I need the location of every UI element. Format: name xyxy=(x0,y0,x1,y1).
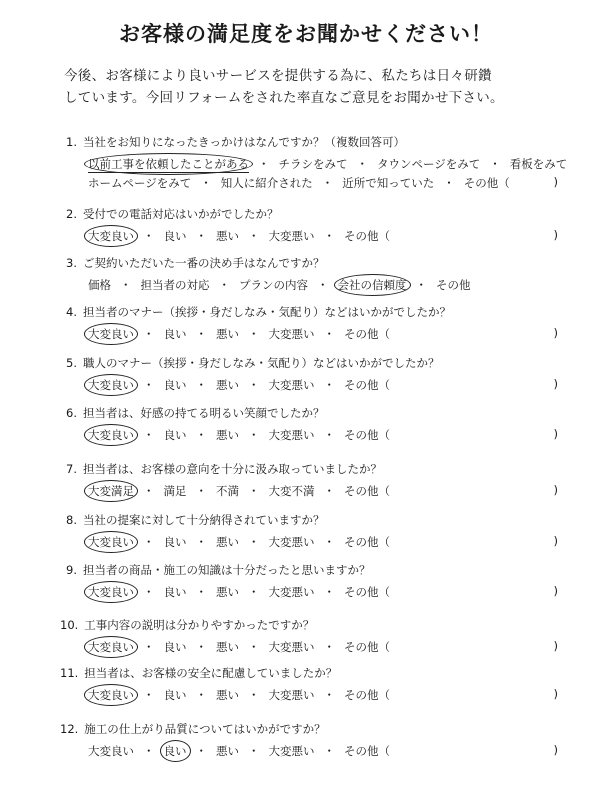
other-answer-close-paren: ) xyxy=(553,584,558,598)
intro-line-2: しています。今回リフォームをされた率直なご意見をお聞かせ下さい。 xyxy=(64,90,504,106)
question-4 xyxy=(66,304,451,320)
answer-option[interactable]: プランの内容 xyxy=(239,278,308,292)
answer-option[interactable]: 大変悪い xyxy=(268,428,315,442)
option-separator: ・ xyxy=(317,278,329,292)
answer-option[interactable]: 悪い xyxy=(216,640,239,654)
question-text: 担当者は、お客様の安全に配慮していましたか？ xyxy=(84,666,338,680)
answer-option[interactable]: 不満 xyxy=(216,484,239,498)
option-separator: ・ xyxy=(195,640,207,654)
other-answer-close-paren: ) xyxy=(553,687,558,701)
answer-option[interactable]: タウンページをみて xyxy=(377,157,481,171)
answer-options xyxy=(88,584,558,600)
answer-option[interactable]: 良い xyxy=(163,229,187,243)
answer-option[interactable]: 大変悪い xyxy=(268,640,315,654)
answer-options xyxy=(88,427,558,443)
question-number: 3. xyxy=(66,256,77,270)
option-separator: ・ xyxy=(143,378,155,392)
answer-options xyxy=(88,687,558,703)
answer-option[interactable]: 良い xyxy=(163,428,187,442)
answer-options xyxy=(88,228,558,244)
answer-option-selected[interactable]: 大変良い xyxy=(88,327,134,341)
answer-option-selected[interactable]: 良い xyxy=(163,744,187,758)
option-separator: ・ xyxy=(323,640,335,654)
option-separator: ・ xyxy=(200,176,212,190)
question-7 xyxy=(66,461,382,477)
other-answer-close-paren: ) xyxy=(553,743,558,757)
question-10 xyxy=(60,617,314,633)
question-number: 11. xyxy=(60,666,79,680)
option-separator: ・ xyxy=(323,428,335,442)
option-separator: ・ xyxy=(195,535,207,549)
question-2 xyxy=(66,206,278,222)
answer-option[interactable]: その他 xyxy=(436,278,471,292)
answer-option[interactable]: その他（ xyxy=(344,229,390,243)
question-text: 担当者は、好感の持てる明るい笑顔でしたか？ xyxy=(82,406,325,420)
answer-option-selected[interactable]: 大変良い xyxy=(88,585,134,599)
question-number: 8. xyxy=(66,513,77,527)
answer-option[interactable]: その他（ xyxy=(463,176,510,190)
question-number: 9. xyxy=(66,563,77,577)
answer-option[interactable]: 悪い xyxy=(216,744,239,758)
question-text: 担当者は、お客様の意向を十分に汲み取っていましたか？ xyxy=(82,462,382,476)
option-separator: ・ xyxy=(248,640,260,654)
option-separator: ・ xyxy=(248,585,260,599)
answer-option-selected[interactable]: 大変良い xyxy=(88,535,134,549)
option-separator: ・ xyxy=(248,744,260,758)
answer-option[interactable]: 大変良い xyxy=(88,744,134,758)
answer-option[interactable]: 悪い xyxy=(216,229,239,243)
other-answer-close-paren: ) xyxy=(553,427,558,441)
answer-options xyxy=(88,377,558,393)
answer-option[interactable]: その他（ xyxy=(344,428,390,442)
answer-option[interactable]: その他（ xyxy=(344,378,390,392)
option-separator: ・ xyxy=(143,535,155,549)
question-number: 5. xyxy=(66,356,77,370)
option-separator: ・ xyxy=(143,688,155,702)
option-separator: ・ xyxy=(248,327,260,341)
option-separator: ・ xyxy=(323,585,335,599)
answer-option[interactable]: 良い xyxy=(163,378,187,392)
option-separator: ・ xyxy=(323,378,335,392)
option-separator: ・ xyxy=(195,585,207,599)
question-text: 受付での電話対応はいかがでしたか？ xyxy=(82,207,279,221)
answer-option[interactable]: 大変悪い xyxy=(268,378,315,392)
option-separator: ・ xyxy=(415,278,427,292)
option-separator: ・ xyxy=(195,327,207,341)
question-11 xyxy=(60,665,337,681)
answer-option[interactable]: 満足 xyxy=(163,484,187,498)
other-answer-close-paren: ) xyxy=(553,377,558,391)
answer-option[interactable]: ホームページをみて xyxy=(88,176,192,190)
option-separator: ・ xyxy=(143,585,155,599)
option-separator: ・ xyxy=(248,484,260,498)
option-separator: ・ xyxy=(248,688,260,702)
option-separator: ・ xyxy=(195,378,207,392)
intro-line-1: 今後、お客様により良いサービスを提供する為に、私たちは日々研鑽 xyxy=(64,68,492,84)
question-number: 7. xyxy=(66,462,77,476)
answer-option[interactable]: その他（ xyxy=(344,327,390,341)
question-text: 担当者の商品・施工の知識は十分だったと思いますか？ xyxy=(82,563,371,577)
answer-option[interactable]: 悪い xyxy=(216,428,239,442)
answer-option[interactable]: 良い xyxy=(163,327,187,341)
answer-options xyxy=(88,277,558,293)
answer-option[interactable]: 大変悪い xyxy=(268,327,315,341)
option-separator: ・ xyxy=(356,157,368,171)
option-separator: ・ xyxy=(248,428,260,442)
answer-option-selected[interactable]: 大変良い xyxy=(88,688,134,702)
option-separator: ・ xyxy=(323,744,335,758)
question-12 xyxy=(60,721,326,737)
option-separator: ・ xyxy=(195,484,207,498)
other-answer-close-paren: ) xyxy=(553,228,558,242)
answer-options xyxy=(88,175,558,191)
answer-option-selected[interactable]: 以前工事を依頼したことがある xyxy=(88,157,249,171)
answer-option[interactable]: 良い xyxy=(163,535,187,549)
answer-option[interactable]: 大変悪い xyxy=(268,688,315,702)
option-separator: ・ xyxy=(218,278,230,292)
question-6 xyxy=(66,405,324,421)
question-text: 工事内容の説明は分かりやすかったですか？ xyxy=(84,618,315,632)
answer-option[interactable]: その他（ xyxy=(344,484,390,498)
answer-option[interactable]: その他（ xyxy=(344,744,390,758)
answer-options xyxy=(88,743,558,759)
option-separator: ・ xyxy=(195,229,207,243)
option-separator: ・ xyxy=(195,744,207,758)
answer-option[interactable]: 大変悪い xyxy=(268,744,315,758)
option-separator: ・ xyxy=(489,157,501,171)
option-separator: ・ xyxy=(258,157,270,171)
page-title: お客様の満足度をお聞かせください！ xyxy=(119,22,493,46)
answer-option[interactable]: 大変悪い xyxy=(268,585,315,599)
question-text: 職人のマナー（挨拶・身だしなみ・気配り）などはいかがでしたか？ xyxy=(82,356,440,370)
answer-option[interactable]: その他（ xyxy=(344,535,390,549)
answer-option[interactable]: 悪い xyxy=(216,688,239,702)
answer-option[interactable]: 悪い xyxy=(216,585,239,599)
other-answer-close-paren: ) xyxy=(553,175,558,189)
answer-option[interactable]: 良い xyxy=(163,585,187,599)
question-number: 10. xyxy=(60,618,79,632)
answer-option[interactable]: その他（ xyxy=(344,688,390,702)
answer-option[interactable]: 担当者の対応 xyxy=(140,278,210,292)
question-text: 施工の仕上がり品質についてはいかがですか？ xyxy=(84,722,326,736)
answer-option-selected[interactable]: 大変良い xyxy=(88,640,134,654)
option-separator: ・ xyxy=(323,229,335,243)
answer-option[interactable]: その他（ xyxy=(344,640,390,654)
option-separator: ・ xyxy=(248,229,260,243)
answer-options xyxy=(88,483,558,499)
question-text: 当社をお知りになったきっかけはなんですか？（複数回答可） xyxy=(82,135,405,149)
option-separator: ・ xyxy=(143,744,155,758)
answer-option[interactable]: 良い xyxy=(163,688,187,702)
answer-options xyxy=(88,639,558,655)
question-1 xyxy=(66,134,405,150)
question-text: 当社の提案に対して十分納得されていますか？ xyxy=(82,513,325,527)
other-answer-close-paren: ) xyxy=(553,326,558,340)
answer-option[interactable]: 悪い xyxy=(216,327,239,341)
answer-option[interactable]: 看板をみて xyxy=(509,157,568,171)
answer-option[interactable]: 悪い xyxy=(216,535,239,549)
answer-option[interactable]: 知人に紹介された xyxy=(220,176,313,190)
answer-option[interactable]: 大変悪い xyxy=(268,535,315,549)
option-separator: ・ xyxy=(143,428,155,442)
option-separator: ・ xyxy=(323,688,335,702)
option-separator: ・ xyxy=(323,484,335,498)
option-separator: ・ xyxy=(195,428,207,442)
answer-option-selected[interactable]: 大変満足 xyxy=(88,484,134,498)
question-text: ご契約いただいた一番の決め手はなんですか？ xyxy=(82,256,325,270)
answer-option[interactable]: 悪い xyxy=(216,378,239,392)
answer-option[interactable]: 価格 xyxy=(88,278,111,292)
answer-option-selected[interactable]: 大変良い xyxy=(88,378,134,392)
answer-options xyxy=(88,326,558,342)
answer-option-selected[interactable]: 大変良い xyxy=(88,229,134,243)
question-text: 担当者のマナー（挨拶・身だしなみ・気配り）などはいかがでしたか？ xyxy=(82,305,451,319)
option-separator: ・ xyxy=(443,176,455,190)
option-separator: ・ xyxy=(248,535,260,549)
option-separator: ・ xyxy=(248,378,260,392)
question-8 xyxy=(66,512,324,528)
answer-option[interactable]: 近所で知っていた xyxy=(342,176,435,190)
option-separator: ・ xyxy=(143,484,155,498)
answer-options xyxy=(88,534,558,550)
other-answer-close-paren: ) xyxy=(553,483,558,497)
option-separator: ・ xyxy=(143,640,155,654)
answer-option-selected[interactable]: 大変良い xyxy=(88,428,134,442)
answer-options xyxy=(88,156,568,173)
answer-option[interactable]: 良い xyxy=(163,640,187,654)
answer-option[interactable]: 大変悪い xyxy=(268,229,315,243)
question-number: 4. xyxy=(66,305,77,319)
answer-option[interactable]: チラシをみて xyxy=(278,157,348,171)
answer-option[interactable]: 大変不満 xyxy=(268,484,315,498)
option-separator: ・ xyxy=(120,278,132,292)
other-answer-close-paren: ) xyxy=(553,639,558,653)
question-5 xyxy=(66,355,439,371)
question-9 xyxy=(66,562,370,578)
option-separator: ・ xyxy=(143,229,155,243)
question-number: 12. xyxy=(60,722,79,736)
question-number: 6. xyxy=(66,406,77,420)
other-answer-close-paren: ) xyxy=(553,534,558,548)
answer-option[interactable]: その他（ xyxy=(344,585,390,599)
question-number: 1. xyxy=(66,135,77,149)
option-separator: ・ xyxy=(195,688,207,702)
question-number: 2. xyxy=(66,207,77,221)
option-separator: ・ xyxy=(323,535,335,549)
answer-option-selected[interactable]: 会社の信頼度 xyxy=(337,278,407,292)
option-separator: ・ xyxy=(143,327,155,341)
question-3 xyxy=(66,255,324,271)
option-separator: ・ xyxy=(323,327,335,341)
option-separator: ・ xyxy=(321,176,334,190)
